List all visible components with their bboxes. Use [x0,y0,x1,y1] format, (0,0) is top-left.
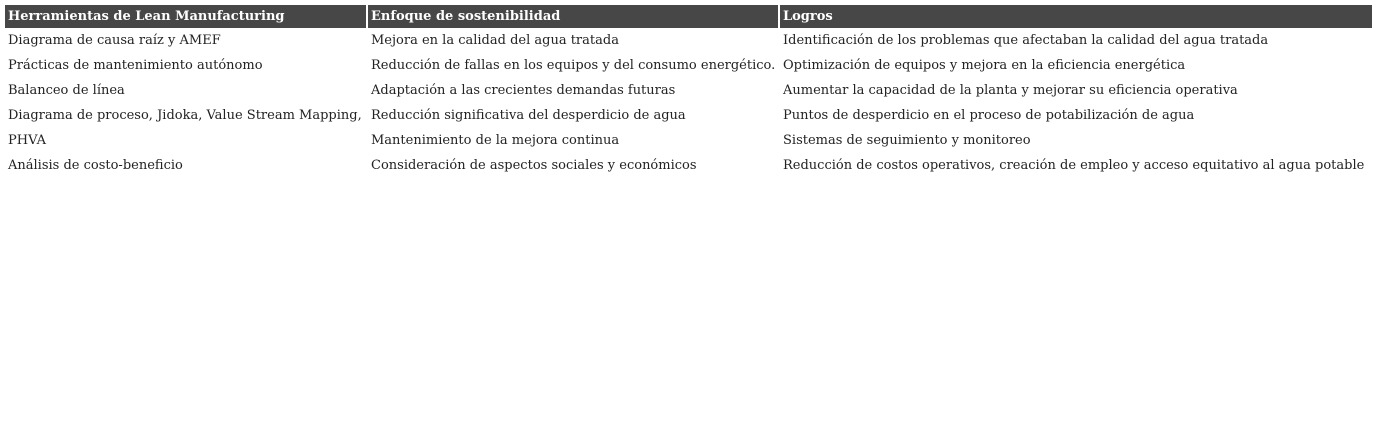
cell-achievement: Sistemas de seguimiento y monitoreo [783,133,1031,148]
cell-tool: Diagrama de causa raíz y AMEF [8,33,221,48]
cell-tool: Análisis de costo-beneficio [8,158,183,173]
cell-focus: Reducción significativa del desperdicio de agua [371,108,686,123]
cell-achievement: Aumentar la capacidad de la planta y mejorar su eficiencia operativa [783,83,1238,98]
table-header-row [5,5,1372,28]
header-achievements: Logros [780,5,1372,28]
header-lean-tools: Herramientas de Lean Manufacturing [5,5,368,28]
table-row [5,28,1372,53]
cell-tool: Diagrama de proceso, Jidoka, Value Stream Mapping, [8,108,362,123]
table-row [5,78,1372,103]
cell-focus: Consideración de aspectos sociales y económicos [371,158,697,173]
cell-tool: Prácticas de mantenimiento autónomo [8,58,263,73]
cell-achievement: Reducción de costos operativos, creación de empleo y acceso equitativo al agua potable [783,158,1365,173]
cell-focus: Adaptación a las crecientes demandas futuras [371,83,676,98]
cell-tool: Balanceo de línea [8,83,125,98]
table-row [5,103,1372,128]
table-row [5,53,1372,78]
cell-achievement: Puntos de desperdicio en el proceso de potabilización de agua [783,108,1195,123]
cell-tool: PHVA [8,133,46,148]
cell-focus: Reducción de fallas en los equipos y del consumo energético. [371,58,776,73]
cell-focus: Mantenimiento de la mejora continua [371,133,620,148]
lean-sustainability-table-container [5,5,1372,178]
header-sustainability-focus: Enfoque de sostenibilidad [368,5,780,28]
cell-focus: Mejora en la calidad del agua tratada [371,33,619,48]
table-row [5,153,1372,178]
cell-achievement: Optimización de equipos y mejora en la eficiencia energética [783,58,1186,73]
cell-achievement: Identificación de los problemas que afectaban la calidad del agua tratada [783,33,1269,48]
table-row [5,128,1372,153]
lean-sustainability-table [5,5,1372,178]
